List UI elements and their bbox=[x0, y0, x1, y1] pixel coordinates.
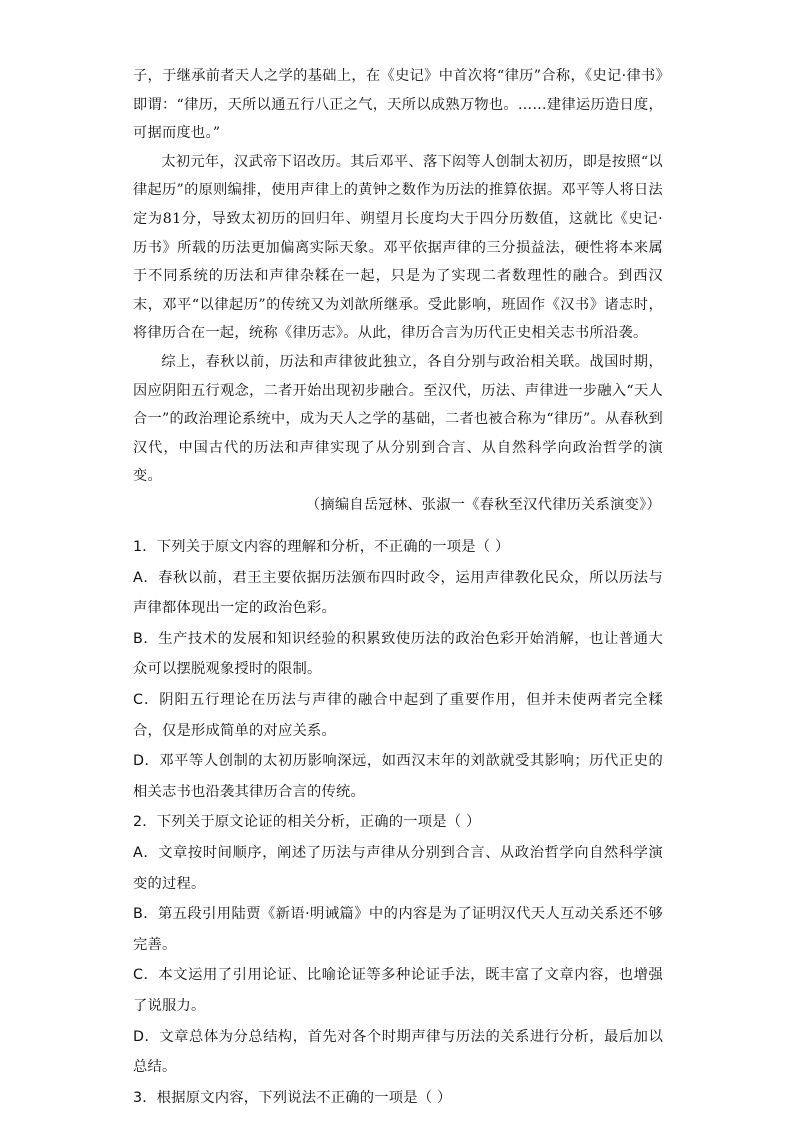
passage-paragraph: 太初元年，汉武帝下诏改历。其后邓平、落下闳等人创制太初历，即是按照“以律起历”的原则编排，使用声律上的黄钟之数作为历法的推算依据。邓平等人将日法定为81分，导致太初历的回归年、朔望月长度均大于四分历数值，这就比《史记·历书》所载的历法更加偏离实际天象。邓平依据声律的三分损益法，硬性将本来属于不同系统的历法和声律杂糅在一起，只是为了实现二者数理性的融合。到西汉末，邓平“以律起历”的传统又为刘歆所继承。受此影响，班固作《汉书》诸志时，将律历合在一起，统称《律历志》。从此，律历合言为历代正史相关志书所沿袭。 bbox=[133, 153, 663, 342]
passage-paragraph: 子，于继承前者天人之学的基础上，在《史记》中首次将“律历”合称，《史记·律书》即谓：“律历，天所以通五行八正之气，天所以成熟万物也。……建律运历造日度，可据而度也。” bbox=[133, 68, 663, 142]
question-option: D．邓平等人创制的太初历影响深远，如西汉末年的刘歆就受其影响；历代正史的相关志书也沿袭其律历合言的传统。 bbox=[133, 753, 663, 800]
question-option: A．春秋以前，君王主要依据历法颁布四时政令，运用声律教化民众，所以历法与声律都体现出一定的政治色彩。 bbox=[133, 569, 663, 617]
question-item bbox=[133, 532, 663, 807]
question-option: D．文章总体为分总结构，首先对各个时期声律与历法的关系进行分析，最后加以总结。 bbox=[133, 1028, 663, 1076]
question-option: B．第五段引用陆贾《新语·明诫篇》中的内容是为了证明汉代天人互动关系还不够完善。 bbox=[133, 906, 663, 953]
question-stem: 1．下列关于原文内容的理解和分析，不正确的一项是（ ） bbox=[133, 539, 510, 555]
question-option: A．文章按时间顺序，阐述了历法与声律从分别到合言、从政治哲学向自然科学演变的过程。 bbox=[133, 844, 663, 892]
passage-paragraph: 综上，春秋以前，历法和声律彼此独立，各自分别与政治相关联。战国时期，因应阴阳五行观念，二者开始出现初步融合。至汉代，历法、声律进一步融入“天人合一”的政治理论系统中，成为天人之学的基础，二者也被合称为“律历”。从春秋到汉代，中国古代的历法和声律实现了从分别到合言、从自然科学向政治哲学的演变。 bbox=[133, 353, 663, 485]
question-list bbox=[133, 532, 663, 1113]
question-stem: 2．下列关于原文论证的相关分析，正确的一项是（ ） bbox=[133, 814, 481, 831]
question-option: B．生产技术的发展和知识经验的积累致使历法的政治色彩开始消解，也让普通大众可以摆脱观象授时的限制。 bbox=[133, 630, 663, 678]
question-item bbox=[133, 807, 663, 1082]
passage-source: （摘编自岳冠林、张淑一《春秋至汉代律历关系演变》） bbox=[305, 496, 661, 513]
question-option: C．本文运用了引用论证、比喻论证等多种论证手法，既丰富了文章内容，也增强了说服力。 bbox=[133, 967, 663, 1014]
question-stem: 3．根据原文内容，下列说法不正确的一项是（ ） bbox=[133, 1089, 452, 1106]
question-option: C．阴阳五行理论在历法与声律的融合中起到了重要作用，但并未使两者完全糅合，仅是形成简单的对应关系。 bbox=[133, 691, 663, 739]
reading-passage bbox=[133, 62, 663, 520]
question-item bbox=[133, 1083, 663, 1114]
